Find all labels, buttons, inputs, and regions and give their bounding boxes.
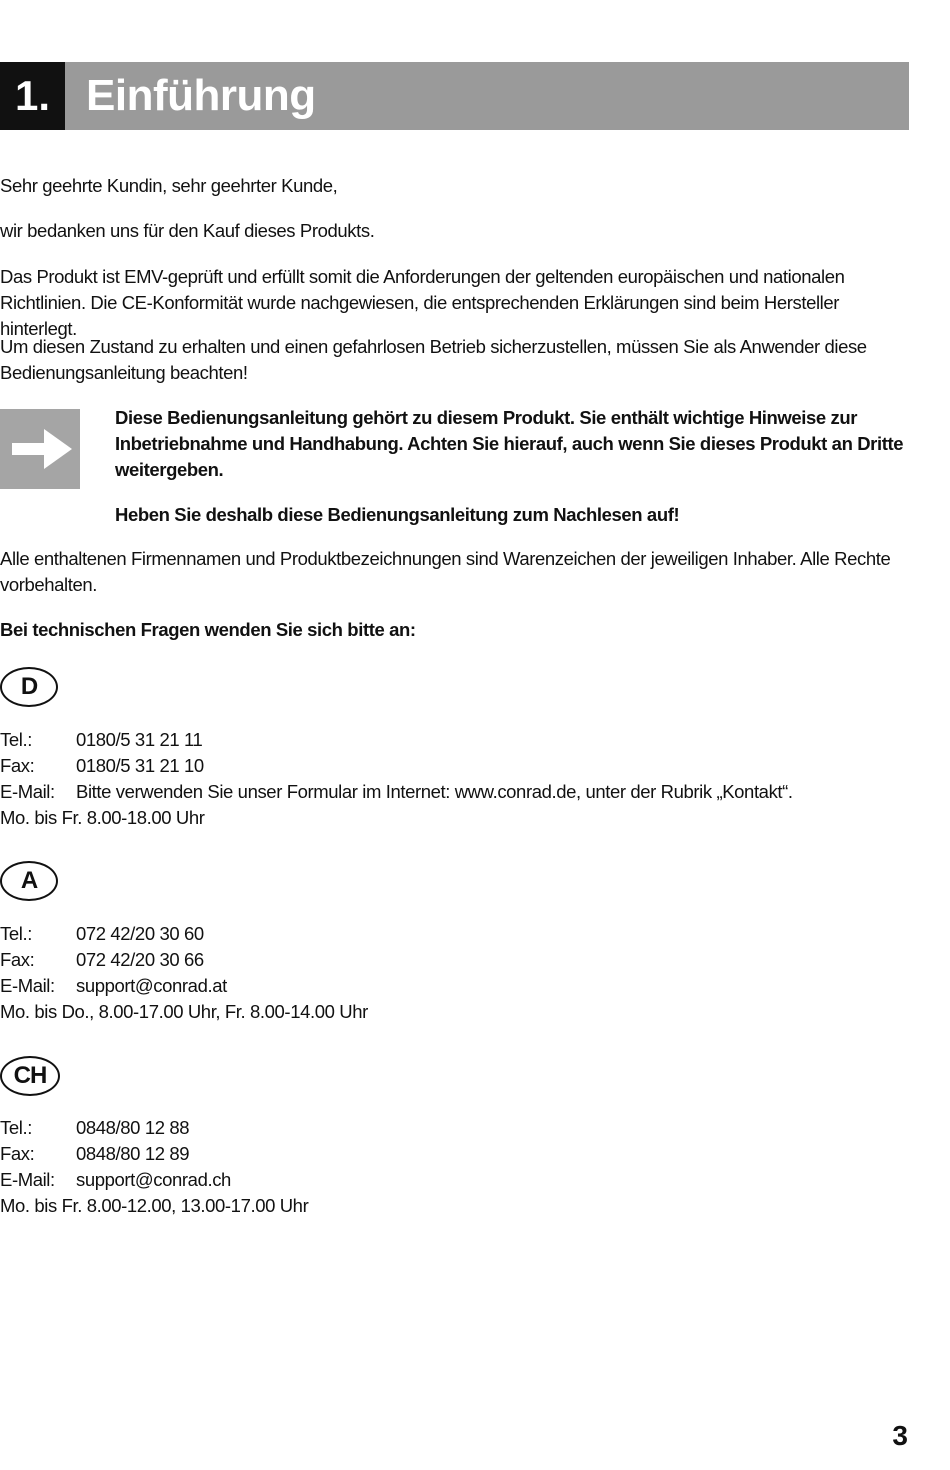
fax-label: Fax: [0, 949, 35, 970]
fax-label: Fax: [0, 1143, 35, 1164]
section-number: 1. [0, 62, 65, 130]
tel-value: 0848/80 12 88 [76, 1117, 190, 1138]
email-value: Bitte verwenden Sie unser Formular im Internet: www.conrad.de, unter der Rubrik „Kontakt“. [76, 781, 793, 802]
support-heading: Bei technischen Fragen wenden Sie sich bitte an: [0, 619, 416, 640]
safety-text: Um diesen Zustand zu erhalten und einen gefahrlosen Betrieb sicherzustellen, müssen Sie als Anwender diese Bedienungsanleitung beachten! [0, 336, 867, 383]
hours-text: Mo. bis Fr. 8.00-12.00, 13.00-17.00 Uhr [0, 1195, 309, 1216]
hours-text: Mo. bis Fr. 8.00-18.00 Uhr [0, 807, 205, 828]
fax-value: 0180/5 31 21 10 [76, 755, 204, 776]
trademarks-text: Alle enthaltenen Firmennamen und Produktbezeichnungen sind Warenzeichen der jeweiligen Inhaber. Alle Rechte vorbehalten. [0, 548, 891, 595]
email-label: E-Mail: [0, 1169, 55, 1190]
section-header [0, 62, 909, 130]
email-label: E-Mail: [0, 975, 55, 996]
hours-text: Mo. bis Do., 8.00-17.00 Uhr, Fr. 8.00-14.00 Uhr [0, 1001, 368, 1022]
email-value: support@conrad.ch [76, 1169, 231, 1190]
country-badge-at: A [0, 861, 58, 901]
page-number: 3 [892, 1420, 908, 1451]
fax-value: 0848/80 12 89 [76, 1143, 190, 1164]
section-title: Einführung [86, 71, 316, 120]
tel-label: Tel.: [0, 923, 32, 944]
country-badge-de: D [0, 667, 58, 707]
arrow-right-icon [0, 409, 80, 489]
greeting-text: Sehr geehrte Kundin, sehr geehrter Kunde, [0, 175, 338, 196]
emv-text: Das Produkt ist EMV-geprüft und erfüllt somit die Anforderungen der geltenden europäischen und nationalen Richtlinien. Die CE-Konformität wurde nachgewiesen, die entsprechenden Erklärungen sind beim Hersteller hinterlegt. [0, 266, 845, 339]
email-label: E-Mail: [0, 781, 55, 802]
fax-value: 072 42/20 30 66 [76, 949, 204, 970]
thanks-text: wir bedanken uns für den Kauf dieses Produkts. [0, 220, 375, 241]
note-text: Diese Bedienungsanleitung gehört zu diesem Produkt. Sie enthält wichtige Hinweise zur Inbetriebnahme und Handhabung. Achten Sie hierauf, auch wenn Sie dieses Produkt an Dritte weitergeben. [115, 407, 904, 480]
tel-label: Tel.: [0, 1117, 32, 1138]
note-keep-text: Heben Sie deshalb diese Bedienungsanleitung zum Nachlesen auf! [115, 504, 680, 525]
email-value: support@conrad.at [76, 975, 227, 996]
tel-value: 0180/5 31 21 11 [76, 729, 203, 750]
tel-label: Tel.: [0, 729, 32, 750]
fax-label: Fax: [0, 755, 35, 776]
tel-value: 072 42/20 30 60 [76, 923, 204, 944]
country-badge-ch: CH [0, 1056, 60, 1096]
